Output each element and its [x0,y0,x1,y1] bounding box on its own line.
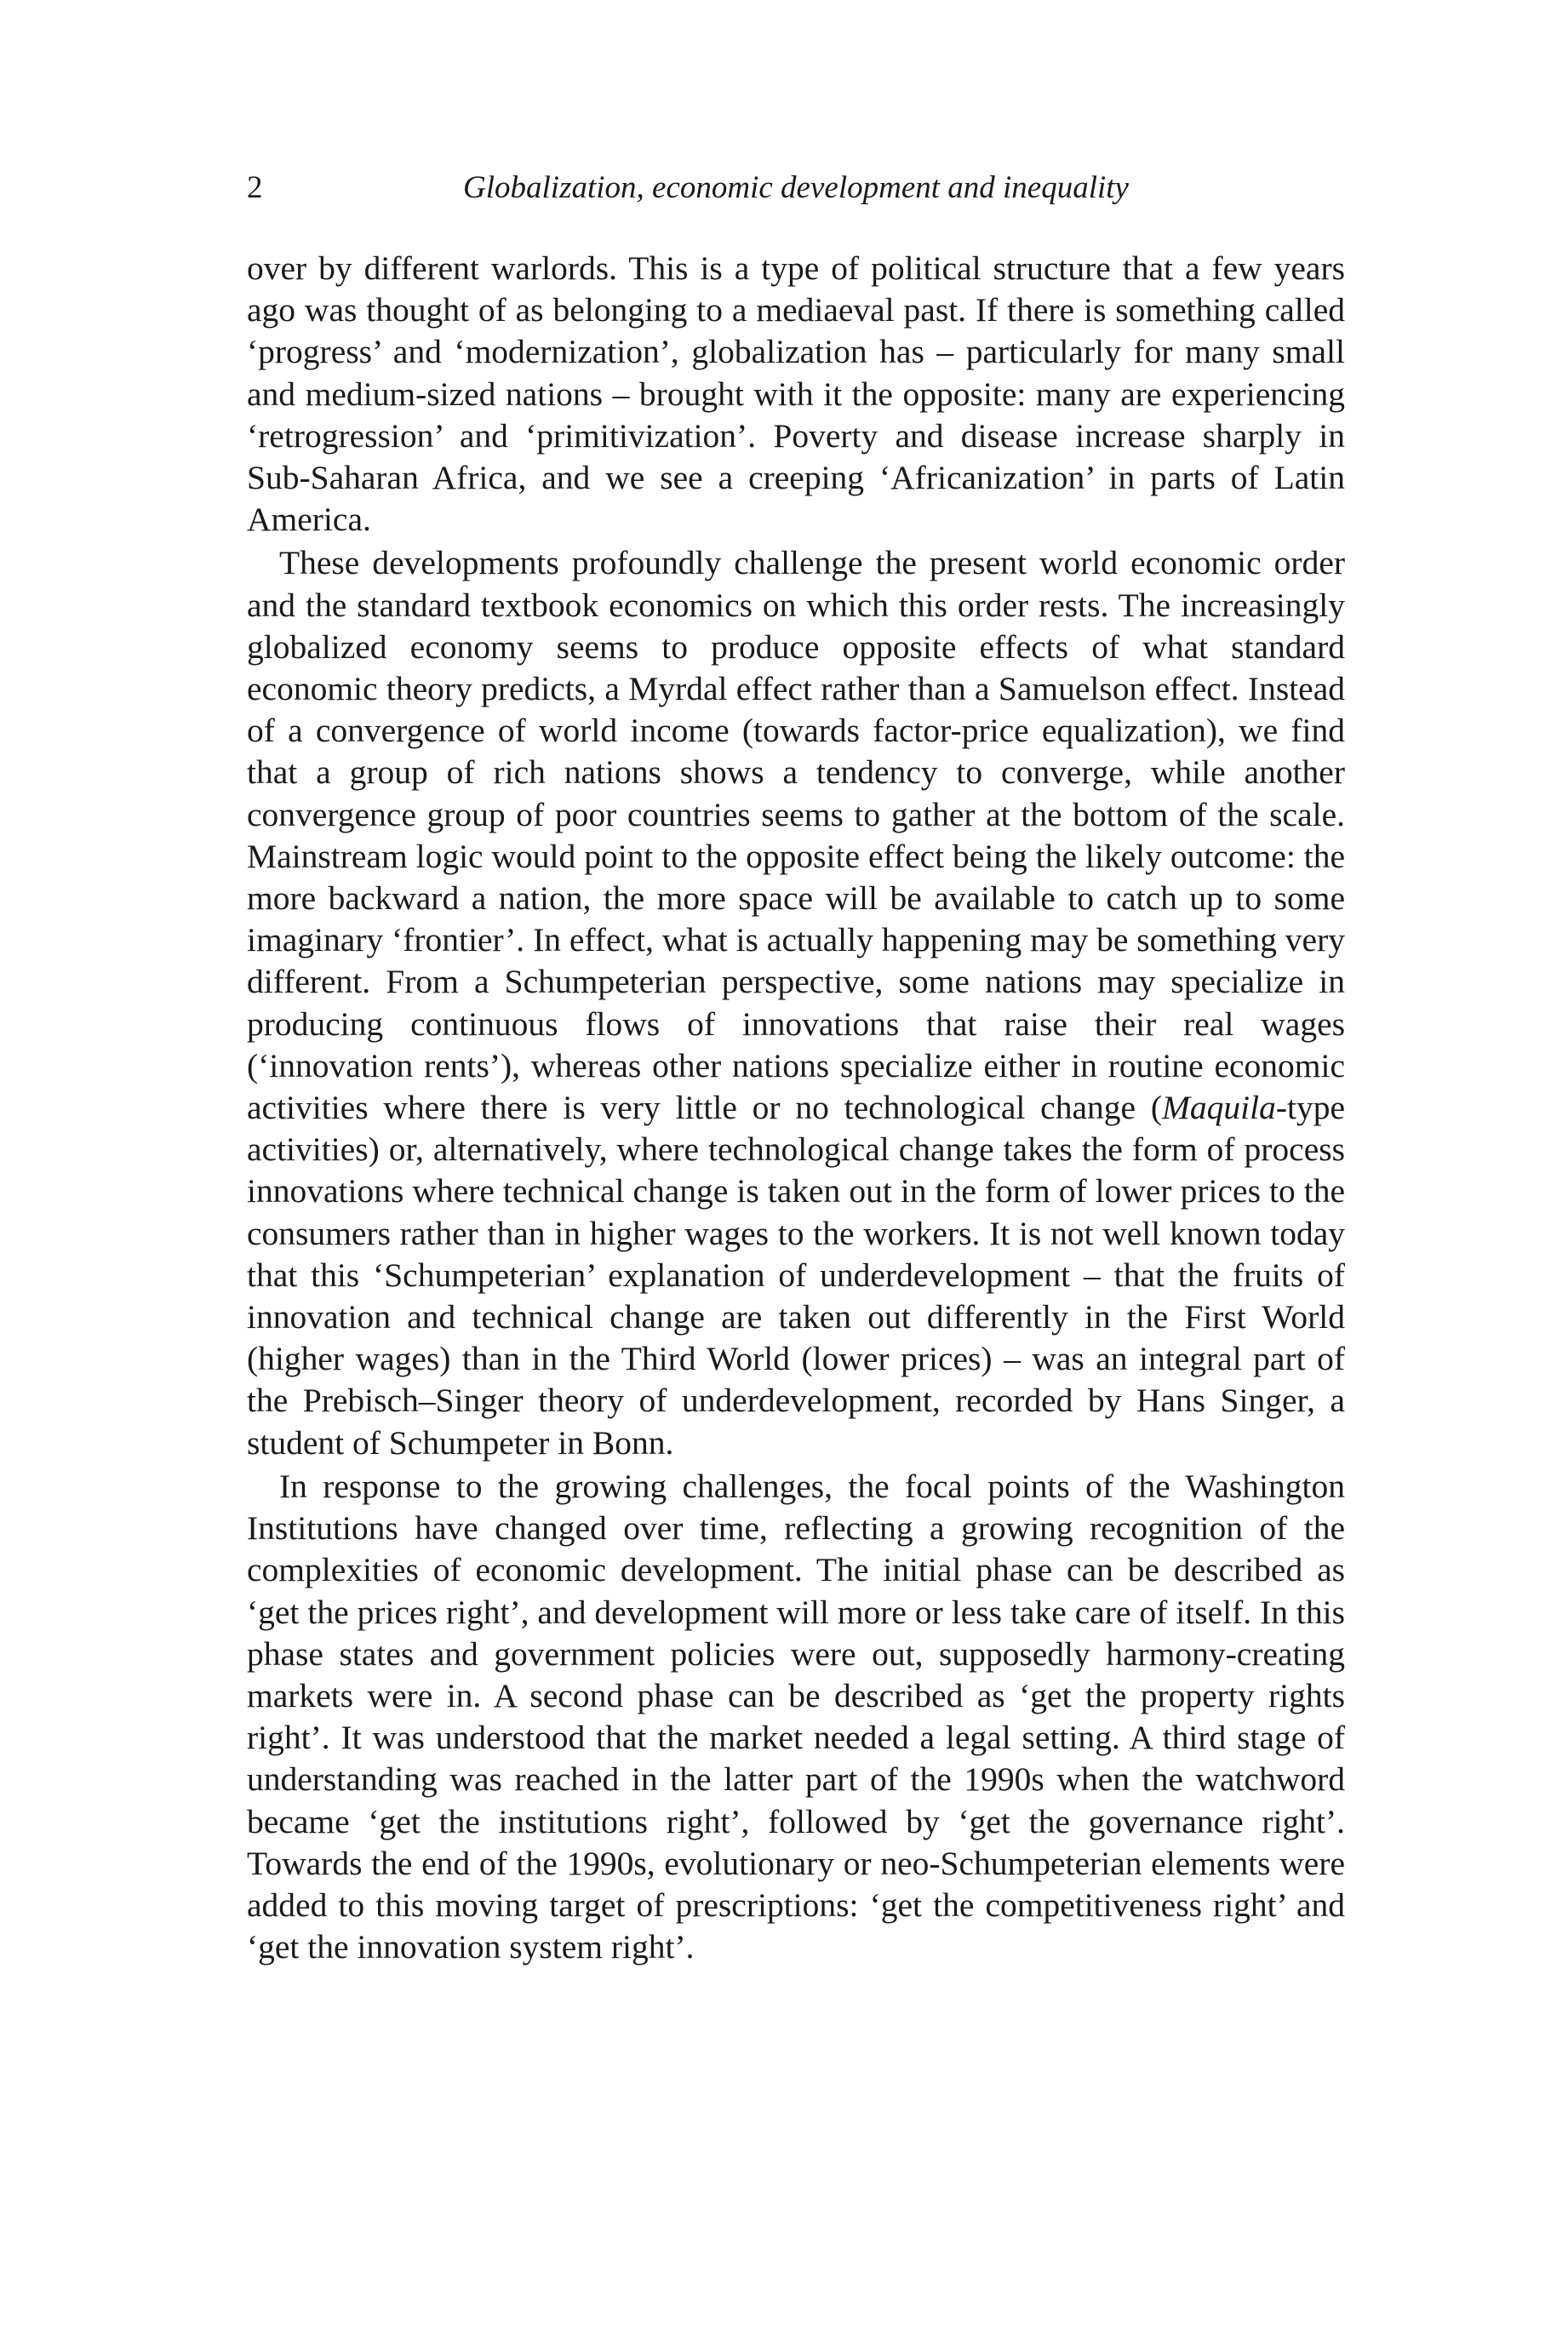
paragraph-3: In response to the growing challenges, the focal points of the Washington Institutions have changed over time, reflecting a growing recognition of the complexities of economic development. The initial phase can be described as ‘get the prices right’, and development will more or less take care of itself. In this phase states and government policies were out, supposedly harmony-creating markets were in. A second phase can be described as ‘get the property rights right’. It was understood that the market needed a legal setting. A third stage of understanding was reached in the latter part of the 1990s when the watchword became ‘get the institutions right’, followed by ‘get the governance right’. Towards the end of the 1990s, evolutionary or neo-Schumpeterian elements were added to this moving target of prescriptions: ‘get the competitiveness right’ and ‘get the innovation system right’. [247,1467,1345,1966]
paragraph-1: over by different warlords. This is a type of political structure that a few years ago was thought of as belonging to a mediaeval past. If there is something called ‘progress’ and ‘modernization’, globalization has – particularly for many small and medium-sized nations – brought with it the opposite: many are experiencing ‘retrogression’ and ‘primitivization’. Poverty and disease increase sharply in Sub-Saharan Africa, and we see a creeping ‘Africanization’ in parts of Latin America. [247,249,1345,539]
paragraph-2-part-2: -type activities) or, alternatively, where technological change takes the form of process innovations where technical change is taken out in the form of lower prices to the consumers rather than in higher wages to the workers. It is not well known today that this ‘Schumpeterian’ explanation of underdevelopment – that the fruits of innovation and technical change are taken out differently in the First World (higher wages) than in the Third World (lower prices) – was an integral part of the Prebisch–Singer theory of underdevelopment, recorded by Hans Singer, a student of Schumpeter in Bonn. [247,1089,1345,1462]
maquila-emphasis: Maquila [1161,1089,1276,1127]
book-page [247,166,1345,1970]
running-title: Globalization, economic development and inequality [463,170,1129,205]
paragraph-2-part-1: These developments profoundly challenge the present world economic order and the standard textbook economics on which this order rests. The increasingly globalized economy seems to produce opposite effects of what standard economic theory predicts, a Myrdal effect rather than a Samuelson effect. Instead of a convergence of world income (towards factor-price equalization), we find that a group of rich nations shows a tendency to converge, while another convergence group of poor countries seems to gather at the bottom of the scale. Mainstream logic would point to the opposite effect being the likely outcome: the more backward a nation, the more space will be available to catch up to some imaginary ‘frontier’. In effect, what is actually happening may be something very different. From a Schumpeterian perspective, some nations may specialize in producing continuous flows of innovations that raise their real wages (‘innovation rents’), whereas other nations specialize either in routine economic activities where there is very little or no technological change ( [247,544,1345,1127]
running-head [247,166,1345,210]
body-text [247,248,1345,1968]
paragraph-2 [247,542,1345,1463]
page-number: 2 [247,170,263,205]
